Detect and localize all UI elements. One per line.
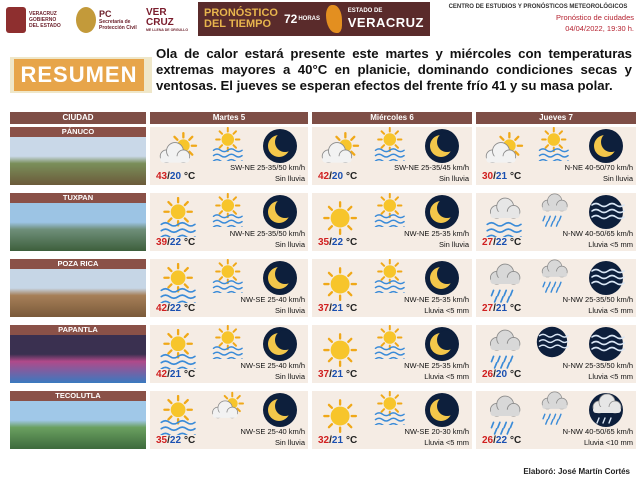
temp-separator: / (329, 237, 332, 248)
sun-wind-icon (368, 391, 408, 425)
cloud-rain-icon (532, 391, 572, 425)
rain-info: Sin lluvia (274, 240, 305, 249)
moon-icon (260, 391, 300, 429)
temp-max: 42 (318, 171, 330, 182)
sun-wind-icon (154, 197, 198, 237)
day-forecast-cell (476, 259, 636, 317)
temp-separator: / (493, 303, 496, 314)
temp-max: 30 (482, 171, 494, 182)
night-wind-icon (586, 325, 626, 363)
resumen-label: RESUMEN (14, 59, 144, 91)
temperature (482, 237, 521, 248)
temp-separator: / (493, 237, 496, 248)
temperature (318, 237, 357, 248)
city-name: TECOLUTLA (10, 391, 146, 401)
forecast-label: Pronóstico de ciudades (556, 13, 634, 22)
city-photo (10, 203, 146, 251)
rain-info: Lluvia <5 mm (424, 438, 469, 447)
moon-icon (260, 259, 300, 297)
banner-hours: HORAS (298, 15, 320, 22)
banner-state: VERACRUZ (347, 15, 424, 30)
center-title: CENTRO DE ESTUDIOS Y PRONÓSTICOS METEOROLÓGICOS (448, 4, 628, 10)
city-cell (10, 193, 146, 251)
cloud-rain-icon (480, 395, 524, 435)
rain-info: Sin lluvia (274, 372, 305, 381)
sun-wind-icon (368, 193, 408, 227)
wind-info: NW-SE 25-40 km/h (240, 361, 305, 370)
temp-max: 32 (318, 435, 330, 446)
temp-unit: °C (510, 171, 522, 182)
temp-max: 35 (156, 435, 168, 446)
city-photo (10, 335, 146, 383)
header-day-2: Miércoles 6 (312, 112, 472, 124)
cloud-sun-icon (206, 391, 246, 425)
sun-wind-icon (206, 259, 246, 293)
rain-info: Sin lluvia (602, 174, 633, 183)
temperature (482, 171, 521, 182)
city-name: POZA RICA (10, 259, 146, 269)
temp-min: 21 (331, 435, 344, 446)
night-wind-icon (586, 193, 626, 231)
city-cell (10, 127, 146, 185)
temp-max: 26 (482, 435, 494, 446)
city-cell (10, 259, 146, 317)
sun-wind-icon (154, 395, 198, 435)
banner-hours-number: 72 (283, 12, 298, 26)
night-wind-icon (532, 325, 572, 359)
rain-info: Lluvia <5 mm (588, 372, 633, 381)
temperature (156, 435, 195, 446)
city-row (0, 193, 640, 253)
seal-icon (76, 7, 96, 33)
temperature (318, 171, 357, 182)
temp-separator: / (167, 369, 170, 380)
moon-icon (422, 391, 462, 429)
temperature (482, 369, 521, 380)
logo-ver: VER (146, 7, 167, 18)
forecast-banner (198, 2, 430, 36)
temp-max: 43 (156, 171, 168, 182)
day-forecast-cell (476, 127, 636, 185)
cloud-rain-icon (480, 329, 524, 369)
temp-max: 42 (156, 303, 168, 314)
moon-icon (422, 259, 462, 297)
moon-icon (422, 127, 462, 165)
cloud-sun-icon (154, 131, 198, 171)
rain-info: Lluvia <5 mm (588, 306, 633, 315)
sun-wind-icon (154, 329, 198, 369)
city-photo (10, 137, 146, 185)
logo-proteccion-civil (76, 3, 137, 37)
cloud-sun-icon (480, 131, 524, 171)
temp-unit: °C (510, 303, 522, 314)
temp-min: 21 (495, 303, 508, 314)
sun-wind-icon (368, 127, 408, 161)
city-name: PÁNUCO (10, 127, 146, 137)
sun-wind-icon (206, 193, 246, 227)
sun-icon (316, 197, 360, 237)
temp-unit: °C (184, 369, 196, 380)
temperature (156, 237, 195, 248)
temperature (318, 435, 357, 446)
temp-unit: °C (184, 303, 196, 314)
rain-info: Lluvia <10 mm (584, 438, 633, 447)
wind-info: SW-NE 25-35/45 km/h (394, 163, 469, 172)
temp-separator: / (167, 303, 170, 314)
temp-max: 35 (318, 237, 330, 248)
wind-info: N-NW 25-35/50 km/h (562, 295, 633, 304)
wind-info: N-NW 40-50/65 km/h (562, 229, 633, 238)
temp-unit: °C (510, 237, 522, 248)
cloud-rain-icon (480, 263, 524, 303)
rain-info: Lluvia <5 mm (424, 306, 469, 315)
logo-veracruz-gobierno (6, 3, 61, 37)
forecast-date: 04/04/2022, 19:30 h. (565, 24, 634, 33)
city-photo (10, 269, 146, 317)
wind-info: NW-NE 25-35 km/h (404, 229, 469, 238)
coat-of-arms-icon (6, 7, 26, 33)
sun-wind-icon (154, 263, 198, 303)
cloud-night-rain-icon (586, 391, 626, 429)
temp-unit: °C (510, 369, 522, 380)
day-forecast-cell (476, 193, 636, 251)
logo-cruz: CRUZ (146, 17, 174, 28)
temp-unit: °C (346, 435, 358, 446)
cloud-sun-icon (316, 131, 360, 171)
city-cell (10, 391, 146, 449)
temp-min: 22 (495, 435, 508, 446)
temp-min: 20 (495, 369, 508, 380)
banner-state-small: ESTADO DE (347, 8, 383, 14)
wind-info: NW-SE 25-40 km/h (240, 295, 305, 304)
temp-unit: °C (184, 237, 196, 248)
day-forecast-cell (150, 259, 308, 317)
temp-separator: / (493, 435, 496, 446)
moon-icon (422, 325, 462, 363)
cloud-rain-icon (532, 259, 572, 293)
footer-credit: Elaboró: José Martín Cortés (523, 467, 630, 476)
wind-info: NW-NE 25-35 km/h (404, 361, 469, 370)
day-forecast-cell (150, 193, 308, 251)
rain-info: Sin lluvia (274, 306, 305, 315)
day-forecast-cell (476, 325, 636, 383)
logo-slogan: ME LLENA DE ORGULLO (146, 28, 189, 32)
city-row (0, 325, 640, 385)
temp-max: 42 (156, 369, 168, 380)
temp-min: 21 (495, 171, 508, 182)
temperature (482, 435, 521, 446)
logo-text-3: DEL ESTADO (29, 23, 61, 29)
temp-max: 27 (482, 303, 494, 314)
moon-icon (260, 127, 300, 165)
temp-min: 21 (331, 303, 344, 314)
temp-min: 21 (331, 369, 344, 380)
rain-info: Sin lluvia (274, 438, 305, 447)
temp-separator: / (493, 171, 496, 182)
banner-line-2: DEL TIEMPO (204, 18, 272, 30)
temp-max: 37 (318, 303, 330, 314)
temp-separator: / (329, 171, 332, 182)
wind-info: NW-NE 25-35 km/h (404, 295, 469, 304)
day-forecast-cell (312, 259, 472, 317)
logo-veracruz-orgullo (146, 3, 188, 37)
day-forecast-cell (312, 325, 472, 383)
logo-text-2: GOBIERNO (29, 17, 57, 23)
temp-separator: / (167, 237, 170, 248)
city-photo (10, 401, 146, 449)
temp-min: 22 (331, 237, 344, 248)
city-row (0, 259, 640, 319)
sun-wind-icon (368, 259, 408, 293)
temp-unit: °C (510, 435, 522, 446)
wind-info: N-NE 40-50/70 km/h (564, 163, 633, 172)
rain-info: Sin lluvia (274, 174, 305, 183)
city-name: PAPANTLA (10, 325, 146, 335)
temp-min: 20 (331, 171, 344, 182)
city-cell (10, 325, 146, 383)
rain-info: Sin lluvia (438, 174, 469, 183)
rain-info: Lluvia <5 mm (588, 240, 633, 249)
day-forecast-cell (312, 193, 472, 251)
moon-icon (422, 193, 462, 231)
wind-info: SW-NE 25-35/50 km/h (230, 163, 305, 172)
sun-icon (316, 395, 360, 435)
wind-info: N-NW 40-50/65 km/h (562, 427, 633, 436)
temp-unit: °C (184, 435, 196, 446)
cloud-rain-icon (532, 193, 572, 227)
temp-min: 22 (169, 237, 182, 248)
day-forecast-cell (476, 391, 636, 449)
day-forecast-cell (312, 391, 472, 449)
temp-min: 21 (169, 369, 182, 380)
sun-wind-icon (368, 325, 408, 359)
temp-max: 39 (156, 237, 168, 248)
temp-unit: °C (346, 369, 358, 380)
header (0, 0, 640, 40)
temperature (318, 303, 357, 314)
temp-min: 22 (169, 435, 182, 446)
sun-wind-icon (206, 127, 246, 161)
temp-unit: °C (346, 303, 358, 314)
temp-separator: / (329, 435, 332, 446)
temp-separator: / (329, 303, 332, 314)
temperature (156, 171, 195, 182)
temp-max: 27 (482, 237, 494, 248)
temp-separator: / (329, 369, 332, 380)
night-wind-icon (586, 259, 626, 297)
temperature (156, 369, 195, 380)
city-row (0, 127, 640, 187)
temp-min: 22 (169, 303, 182, 314)
temp-max: 37 (318, 369, 330, 380)
wind-info: NW-NE 25-35/50 km/h (229, 229, 305, 238)
logo-pc-sub-1: Secretaría de (99, 18, 131, 25)
sun-icon (316, 263, 360, 303)
wind-info: NW-SE 25-40 km/h (240, 427, 305, 436)
temp-max: 26 (482, 369, 494, 380)
rain-info: Sin lluvia (438, 240, 469, 249)
city-row (0, 391, 640, 451)
temp-unit: °C (346, 237, 358, 248)
moon-icon (586, 127, 626, 165)
day-forecast-cell (150, 127, 308, 185)
temperature (318, 369, 357, 380)
header-day-3: Jueves 7 (476, 112, 636, 124)
banner-line-1: PRONÓSTICO (204, 7, 278, 19)
day-forecast-cell (312, 127, 472, 185)
wind-info: NW-SE 20-30 km/h (404, 427, 469, 436)
wind-info: N-NW 25-35/50 km/h (562, 361, 633, 370)
temp-unit: °C (184, 171, 196, 182)
rain-info: Lluvia <5 mm (424, 372, 469, 381)
temperature (482, 303, 521, 314)
veracruz-map-icon (326, 5, 342, 33)
temp-min: 22 (495, 237, 508, 248)
temp-separator: / (493, 369, 496, 380)
sun-icon (316, 329, 360, 369)
resumen-text: Ola de calor estará presente este martes y miércoles con temperaturas extremas mayores a 40°C en planicie, dominando condiciones secas y ventosas. El jueves se esperan efectos del frente frío 41 y su masa polar. (156, 46, 632, 93)
moon-icon (260, 193, 300, 231)
logo-text-1: VERACRUZ (29, 11, 57, 17)
moon-icon (260, 325, 300, 363)
temp-separator: / (167, 171, 170, 182)
city-name: TUXPAN (10, 193, 146, 203)
logo-pc-sub-2: Protección Civil (99, 24, 137, 31)
temp-unit: °C (346, 171, 358, 182)
header-day-1: Martes 5 (150, 112, 308, 124)
sun-wind-icon (532, 127, 572, 161)
sun-wind-icon (206, 325, 246, 359)
temperature (156, 303, 195, 314)
temp-separator: / (167, 435, 170, 446)
temp-min: 20 (169, 171, 182, 182)
day-forecast-cell (150, 325, 308, 383)
day-forecast-cell (150, 391, 308, 449)
header-city: CIUDAD (10, 112, 146, 124)
cloud-wind-icon (480, 197, 524, 237)
logo-pc-text: PC (99, 8, 112, 19)
